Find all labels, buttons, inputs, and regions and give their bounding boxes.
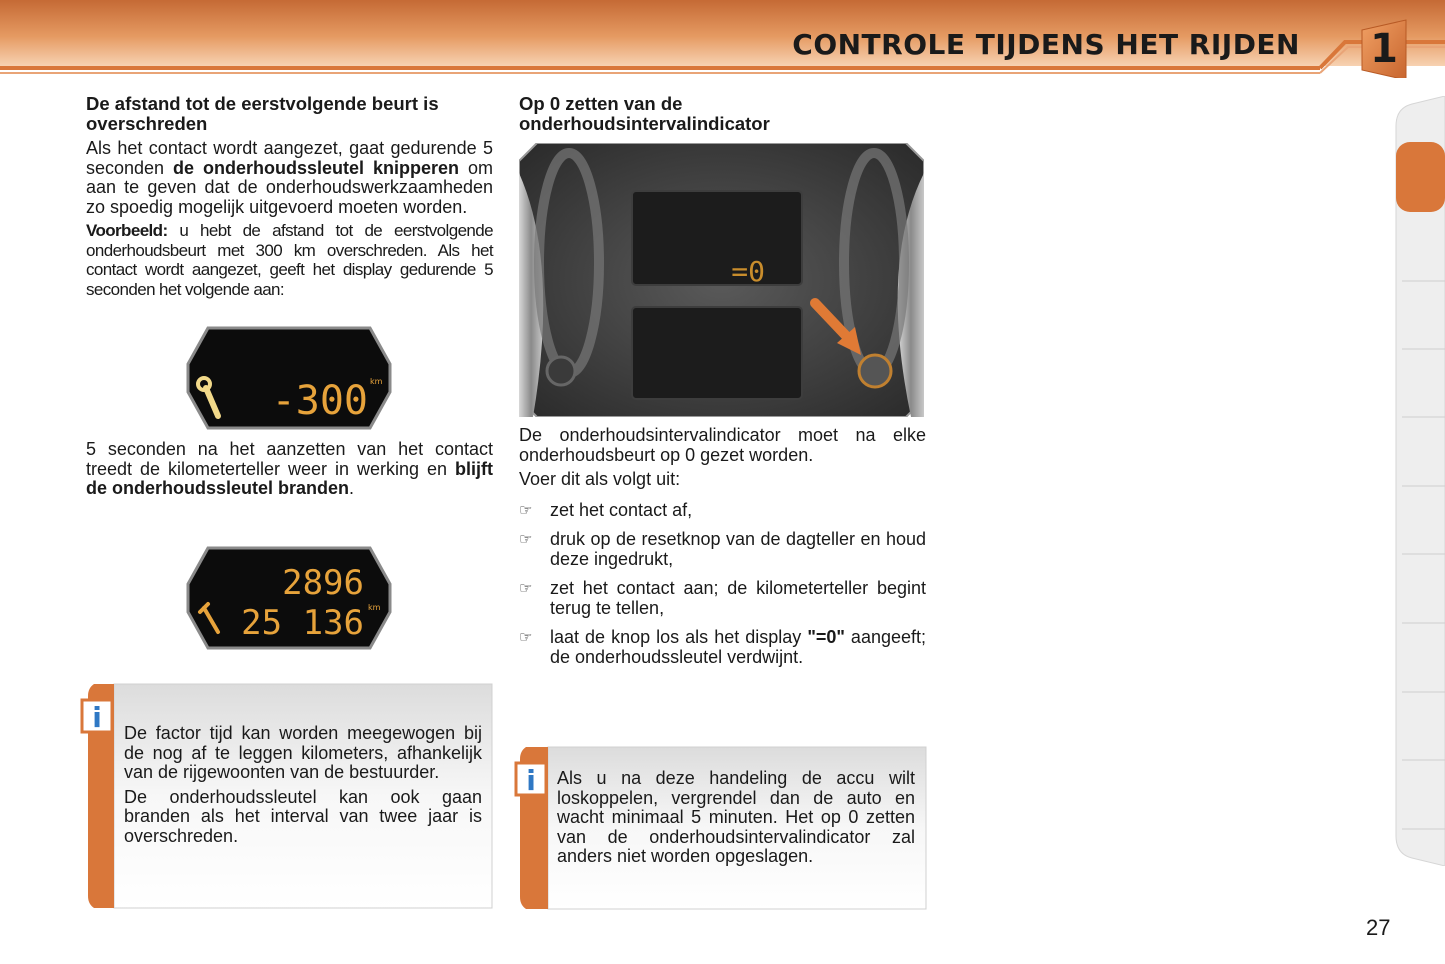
pointing-hand-icon: ☞ bbox=[519, 501, 533, 519]
lcd-display-odometer bbox=[186, 546, 392, 650]
chapter-number: 1 bbox=[1370, 26, 1398, 72]
lcd-overdue-value: -300 bbox=[271, 378, 368, 424]
info-text-time-factor: De factor tijd kan worden meegewogen bij de nog af te leggen kilometers, afhankelijk van de rijgewoonten van de bestuurder. De onderhoudssleutel kan ook gaan branden als het interval van twee jaar is overschreden. bbox=[124, 723, 482, 846]
chapter-tabs bbox=[1392, 96, 1445, 866]
paragraph-after-5s: 5 seconden na het aanzetten van het contact treedt de kilometerteller weer in werking en blijft de onderhoudssleutel branden. bbox=[86, 439, 493, 498]
reset-button bbox=[859, 355, 891, 387]
info-icon bbox=[514, 761, 548, 797]
lcd-odometer-value: 25 136 bbox=[241, 603, 364, 643]
info-box-battery bbox=[516, 745, 928, 911]
pointing-hand-icon: ☞ bbox=[519, 629, 533, 646]
list-item: ☞ laat de knop los als het display "=0" aangeeft; de onderhoudssleutel verdwijnt. bbox=[519, 627, 926, 667]
reset-steps-list bbox=[519, 501, 926, 668]
section-heading-reset: Op 0 zetten van de onderhoudsintervalindicator bbox=[519, 93, 770, 134]
lcd-unit: km bbox=[370, 377, 383, 386]
list-item: ☞ druk op de resetknop van de dagteller en houd deze ingedrukt, bbox=[519, 529, 926, 569]
example-paragraph: Voorbeeld: u hebt de afstand tot de eerstvolgende onderhoudsbeurt met 300 km overschreden. Als het contact wordt aangezet, geeft het display gedurende 5 seconden het volgende aan: bbox=[86, 221, 493, 299]
pointing-hand-icon: ☞ bbox=[519, 531, 533, 548]
lcd-unit: km bbox=[368, 603, 381, 612]
info-box-time-factor bbox=[84, 682, 494, 910]
section-heading-overdue: De afstand tot de eerstvolgende beurt is overschreden bbox=[86, 93, 439, 134]
page-number: 27 bbox=[1366, 915, 1391, 940]
photo-display-value: =0 bbox=[731, 255, 765, 288]
instrument-cluster-photo bbox=[519, 143, 924, 417]
list-item: ☞ zet het contact aan; de kilometerteller begint terug te tellen, bbox=[519, 578, 926, 618]
svg-text:i: i bbox=[526, 764, 536, 797]
paragraph-overdue: Als het contact wordt aangezet, gaat gedurende 5 seconden de onderhoudssleutel knipperen om aan te geven dat de onderhoudswerkzaamheden zo spoedig mogelijk uitgevoerd moeten worden. bbox=[86, 138, 493, 217]
pointing-hand-icon: ☞ bbox=[519, 580, 533, 597]
svg-text:i: i bbox=[92, 701, 102, 734]
lcd-display-overdue bbox=[186, 326, 392, 430]
paragraph-reset-intro: De onderhoudsintervalindicator moet na elke onderhoudsbeurt op 0 gezet worden. bbox=[519, 425, 926, 465]
info-icon bbox=[80, 698, 114, 734]
active-chapter-tab[interactable] bbox=[1396, 142, 1445, 212]
middle-column bbox=[519, 93, 926, 667]
lcd-trip-value: 2896 bbox=[282, 563, 364, 603]
left-column bbox=[86, 93, 493, 498]
page-title: CONTROLE TIJDENS HET RIJDEN bbox=[792, 28, 1300, 61]
list-item: ☞ zet het contact af, bbox=[519, 499, 693, 520]
info-text-battery: Als u na deze handeling de accu wilt loskoppelen, vergrendel dan de auto en wacht minimaal 5 minuten. Het op 0 zetten van de onderhoudsintervalindicator zal anders niet worden opgeslagen. bbox=[557, 768, 915, 866]
paragraph-reset-steps-intro: Voer dit als volgt uit: bbox=[519, 469, 681, 489]
left-knob bbox=[547, 357, 575, 385]
